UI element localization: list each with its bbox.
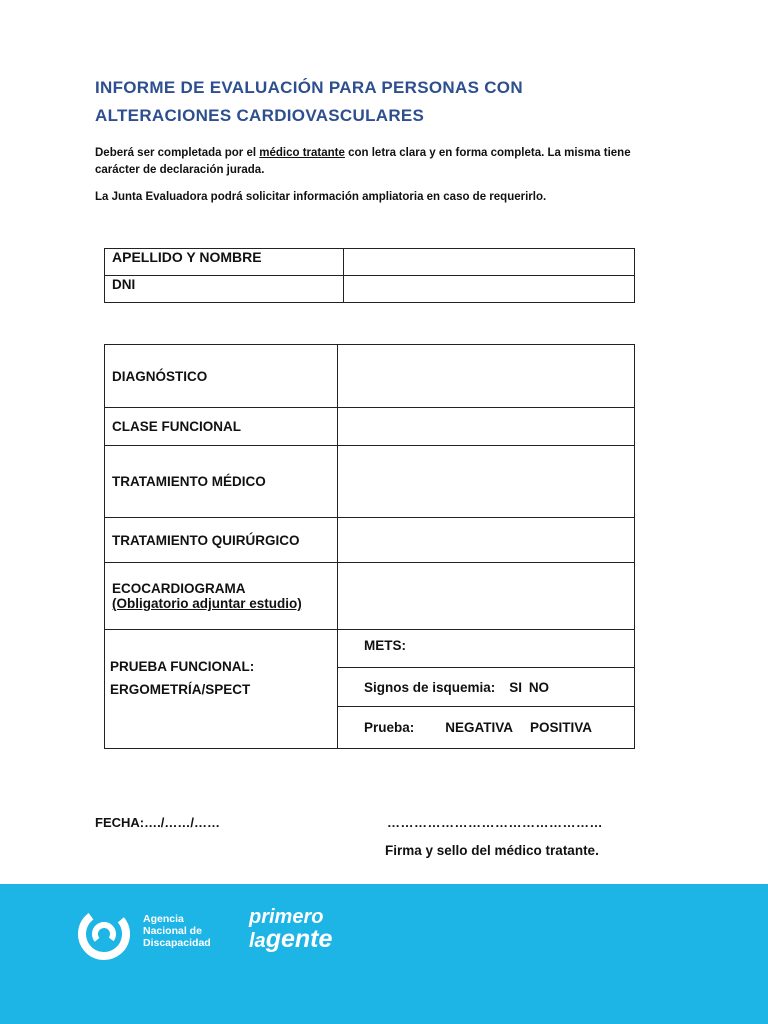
- tratamiento-quirurgico-label: TRATAMIENTO QUIRÚRGICO: [105, 518, 338, 563]
- isquemia-no-option[interactable]: NO: [528, 679, 550, 695]
- intro-underlined-text: médico tratante: [259, 147, 345, 159]
- intro-text-before: Deberá ser completada por el: [95, 147, 260, 159]
- agency-logo-icon: [76, 906, 132, 962]
- document-title-line-1: INFORME DE EVALUACIÓN PARA PERSONAS CON: [95, 78, 523, 97]
- name-label: APELLIDO Y NOMBRE: [105, 249, 344, 276]
- mets-field[interactable]: METS:: [338, 630, 635, 668]
- tratamiento-medico-field[interactable]: [338, 446, 635, 518]
- agency-name-line-2: Nacional de: [143, 925, 202, 937]
- name-field[interactable]: [344, 249, 635, 276]
- ecocardiograma-title: ECOCARDIOGRAMA: [112, 581, 246, 596]
- signature-caption: Firma y sello del médico tratante.: [385, 843, 599, 858]
- isquemia-field[interactable]: [338, 668, 635, 707]
- signature-line[interactable]: …………………………………………: [387, 815, 603, 830]
- ecocardiograma-label: [105, 563, 338, 630]
- intro-note: La Junta Evaluadora podrá solicitar información ampliatoria en caso de requerirlo.: [95, 191, 547, 203]
- agency-name: [143, 913, 211, 949]
- clase-funcional-label: CLASE FUNCIONAL: [105, 408, 338, 446]
- diagnostico-field[interactable]: [338, 345, 635, 408]
- isquemia-label: Signos de isquemia:: [364, 679, 496, 695]
- tratamiento-medico-label: TRATAMIENTO MÉDICO: [105, 446, 338, 518]
- slogan-logo: [249, 906, 332, 952]
- prueba-funcional-title: PRUEBA FUNCIONAL:: [110, 659, 255, 674]
- intro-paragraph: [95, 145, 635, 179]
- evaluation-table: [104, 344, 635, 749]
- dni-field[interactable]: [344, 276, 635, 303]
- diagnostico-label: DIAGNÓSTICO: [105, 345, 338, 408]
- prueba-result-label: Prueba:: [364, 720, 415, 735]
- prueba-negativa-option[interactable]: NEGATIVA: [445, 720, 514, 735]
- document-title-line-2: ALTERACIONES CARDIOVASCULARES: [95, 106, 425, 125]
- agency-name-line-3: Discapacidad: [143, 937, 211, 949]
- ecocardiograma-field[interactable]: [338, 563, 635, 630]
- identification-table: [104, 248, 635, 303]
- tratamiento-quirurgico-field[interactable]: [338, 518, 635, 563]
- slogan-line-1: primero: [249, 906, 324, 928]
- prueba-funcional-label: [105, 630, 338, 749]
- slogan-la: la: [249, 930, 266, 952]
- intro-text-after: con letra clara y en forma completa. La misma tiene carácter de declaración jurada.: [95, 147, 631, 176]
- agency-name-line-1: Agencia: [143, 913, 184, 925]
- slogan-line-2: [249, 925, 333, 953]
- prueba-result-field[interactable]: [338, 707, 635, 749]
- slogan-gente: gente: [265, 925, 333, 953]
- isquemia-si-option[interactable]: SI: [509, 679, 523, 695]
- prueba-positiva-option[interactable]: POSITIVA: [530, 720, 593, 735]
- fecha-field[interactable]: FECHA:…./……/……: [95, 815, 220, 830]
- ecocardiograma-note: (Obligatorio adjuntar estudio): [112, 596, 302, 611]
- clase-funcional-field[interactable]: [338, 408, 635, 446]
- dni-label: DNI: [105, 276, 344, 303]
- ergometria-title: ERGOMETRÍA/SPECT: [110, 682, 251, 697]
